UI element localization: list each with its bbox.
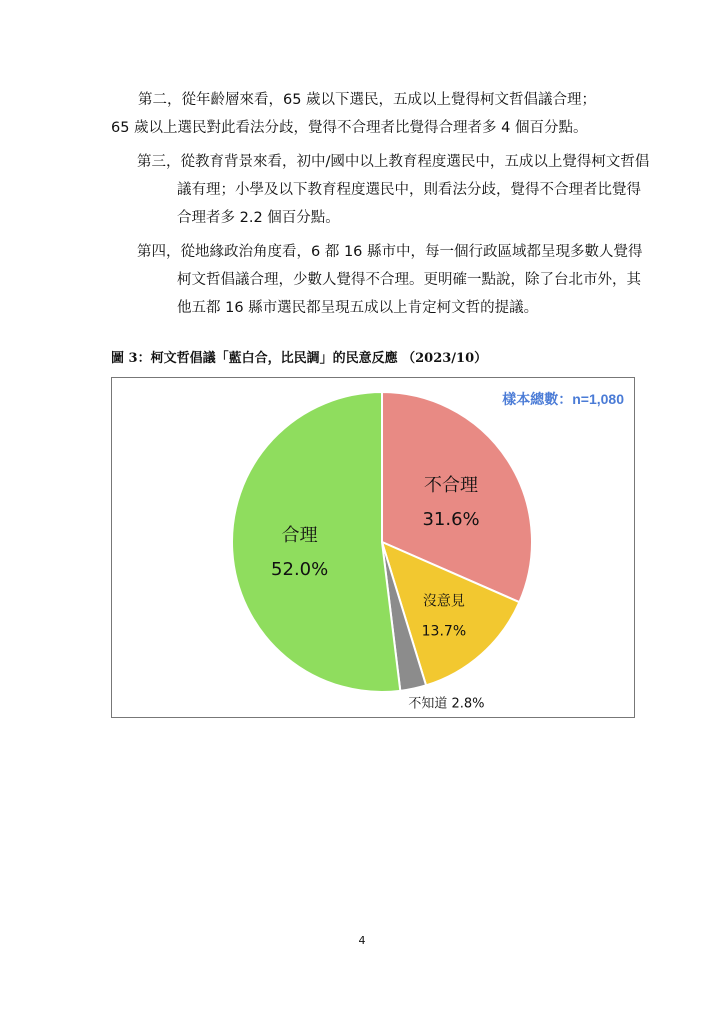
chart-frame [111,377,635,718]
pie-chart [112,378,634,717]
slice-label-2: 不知道 2.8% [408,696,485,712]
sample-size-label: 樣本總數：n=1,080 [502,391,624,407]
slice-label-3: 合理 [281,525,318,547]
paragraph-age: 第二，從年齡層來看，65 歲以下選民，五成以上覺得柯文哲倡議合理；65 歲以上選民對此看法分歧，覺得不合理者比覺得合理者多 4 個百分點。 [111,92,597,136]
slice-label-0: 不合理 [424,474,479,496]
slice-value-0: 31.6% [422,508,480,530]
slice-label-1: 沒意見 [422,593,465,610]
paragraph-geography: 第四，從地緣政治角度看，6 都 16 縣市中，每一個行政區域都呈現多數人覺得柯文哲倡議合理，少數人覺得不合理。更明確一點說，除了台北市外，其他五都 16 縣市選民都呈現五成以上肯定柯文哲的提議。 [137,244,643,316]
figure-caption: 圖 3：柯文哲倡議「藍白合，比民調」的民意反應 （2023/10） [111,351,488,366]
slice-value-3: 52.0% [271,559,329,581]
page-number: 4 [358,934,366,947]
slice-value-1: 13.7% [421,623,467,640]
paragraph-education: 第三，從教育背景來看，初中/國中以上教育程度選民中，五成以上覺得柯文哲倡議有理；小學及以下教育程度選民中，則看法分歧，覺得不合理者比覺得合理者多 2.2 個百分點。 [137,154,650,226]
